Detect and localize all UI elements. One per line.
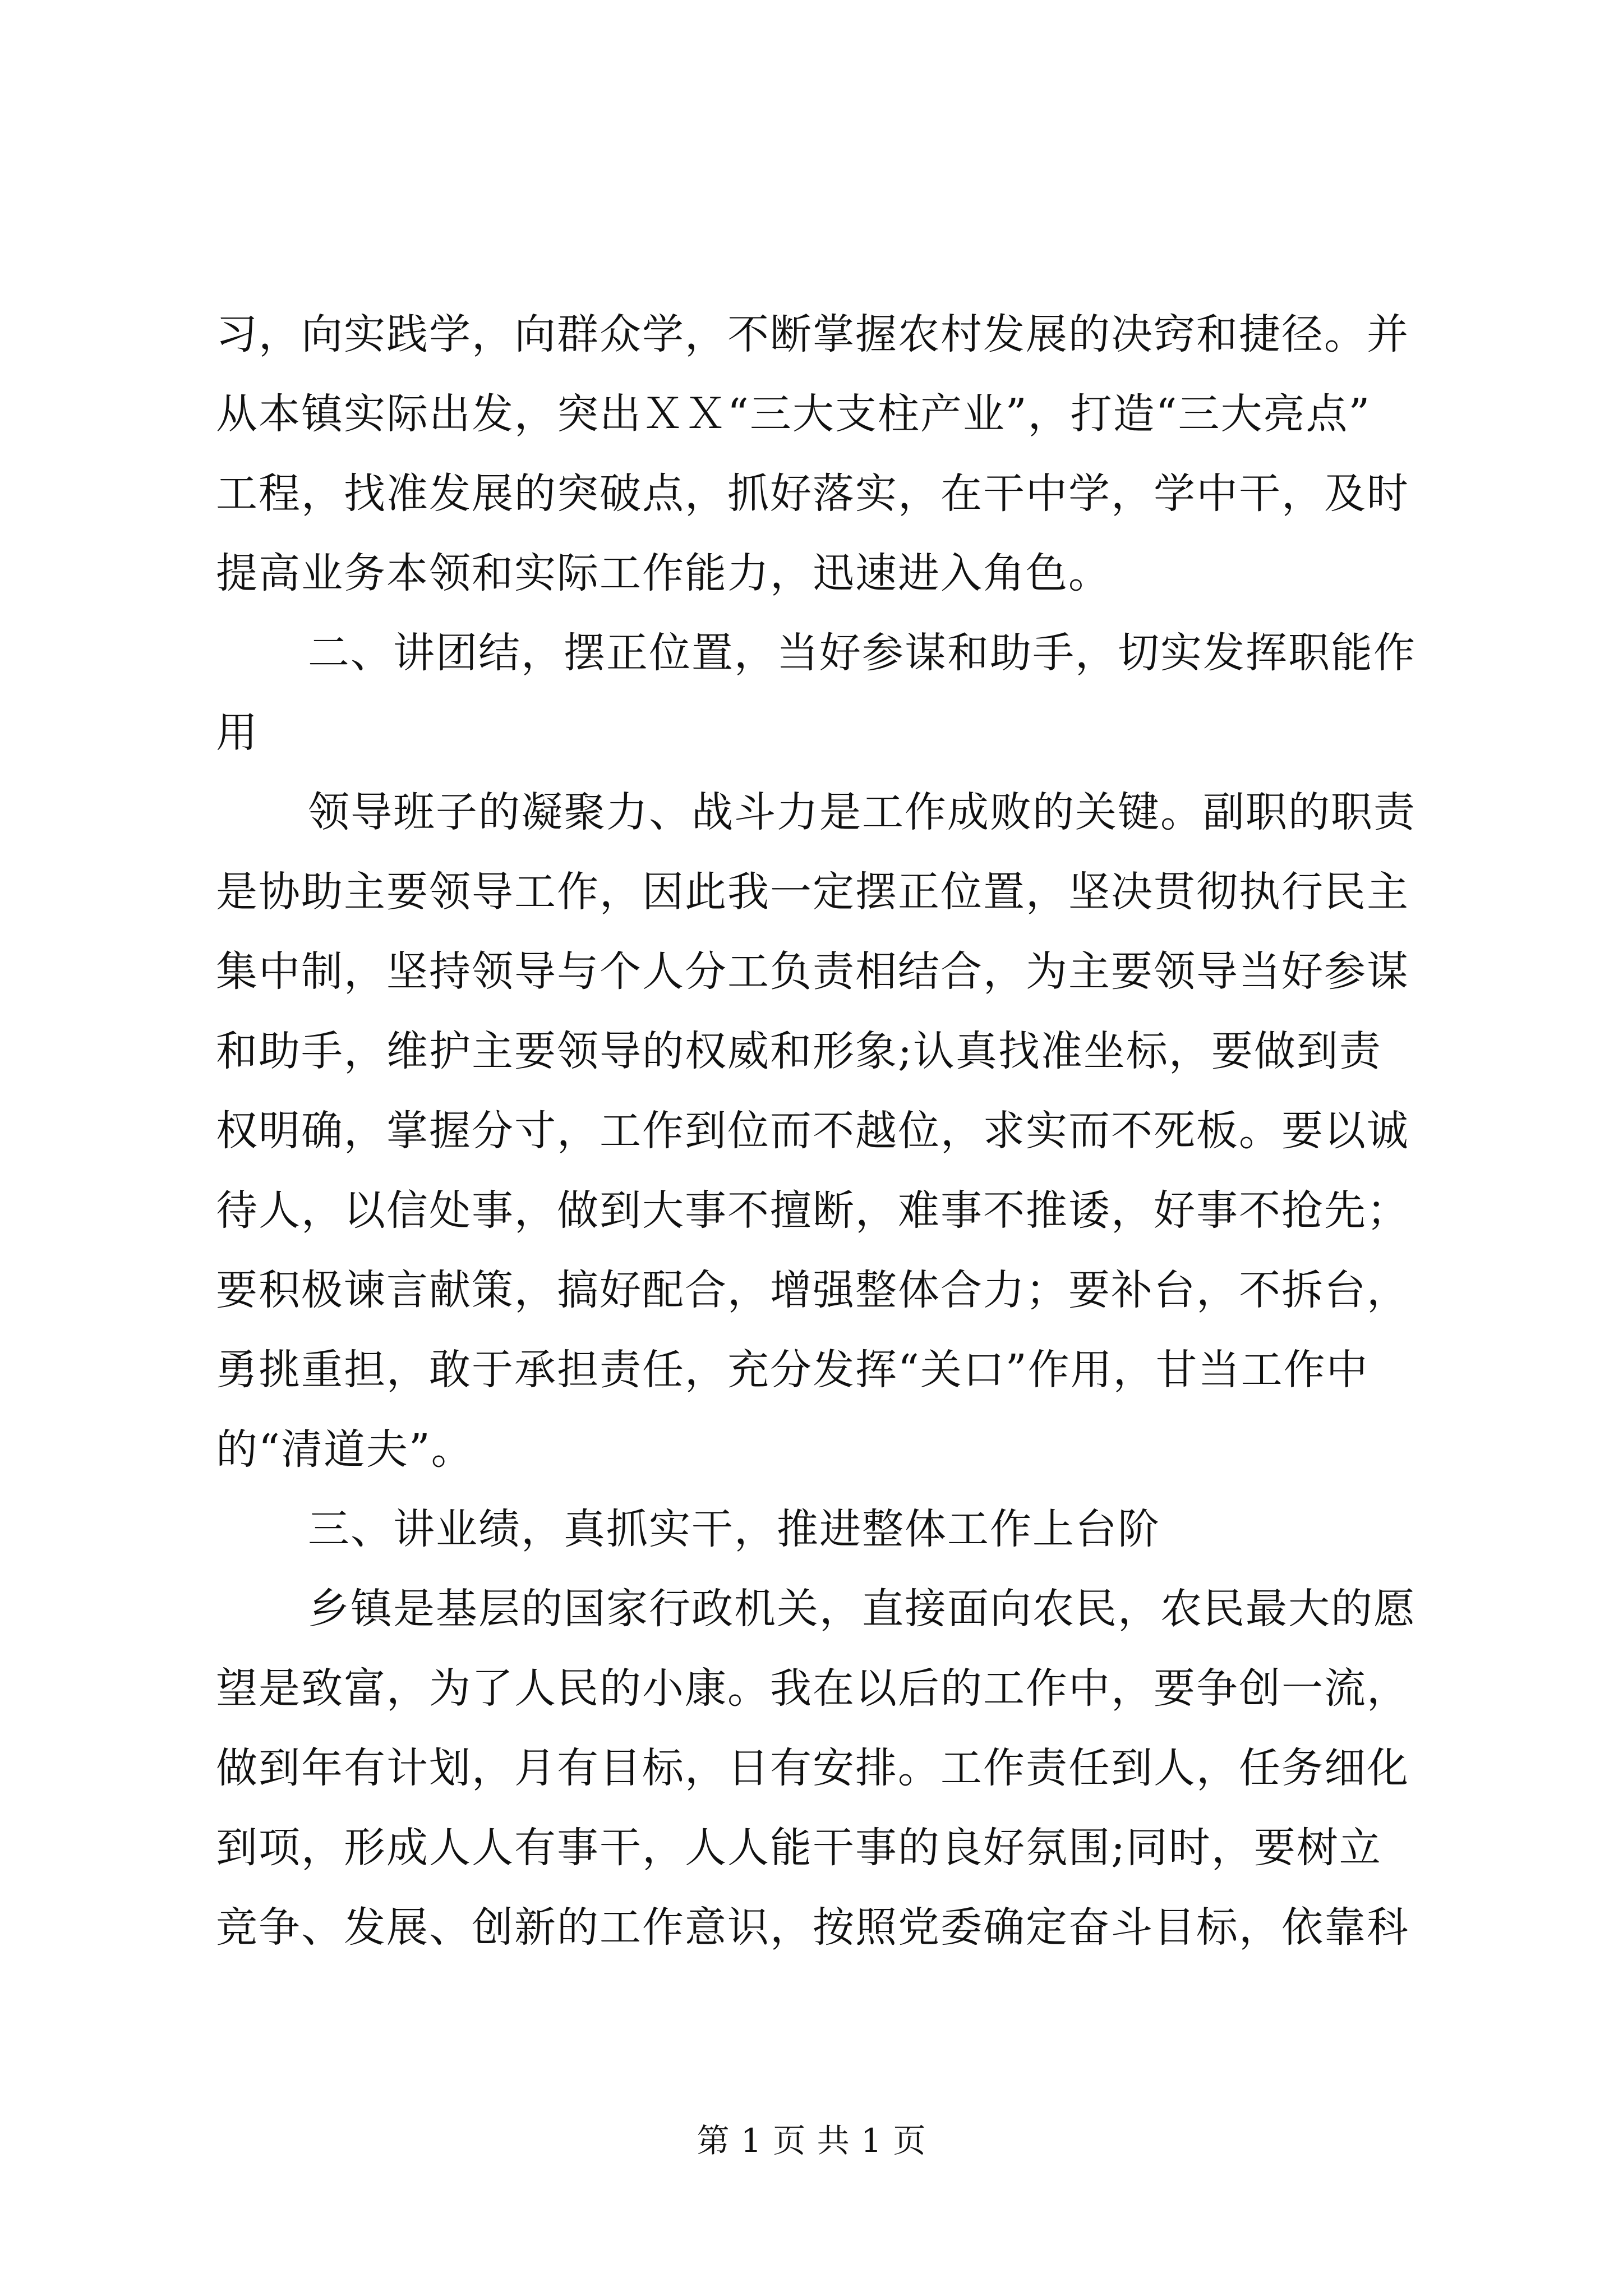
text-line: 习，向实践学，向群众学，不断掌握农村发展的决窍和捷径。并	[216, 310, 1409, 358]
section-heading-continuation: 用	[216, 708, 259, 757]
page-number-footer: 第 1 页 共 1 页	[697, 2122, 926, 2160]
text-line: 望是致富，为了人民的小康。我在以后的工作中，要争创一流，	[216, 1664, 1409, 1713]
text-line: 和助手，维护主要领导的权威和形象;认真找准坐标，要做到责	[216, 1027, 1382, 1075]
section-heading: 三、讲业绩，真抓实干，推进整体工作上台阶	[308, 1505, 1160, 1553]
text-line: 提高业务本领和实际工作能力，迅速进入角色。	[216, 549, 1111, 597]
text-line: 集中制，坚持领导与个人分工负责相结合，为主要领导当好参谋	[216, 947, 1409, 996]
text-line: 工程，找准发展的突破点，抓好落实，在干中学，学中干，及时	[216, 470, 1409, 518]
text-line: 到项，形成人人有事干，人人能干事的良好氛围;同时，要树立	[216, 1824, 1382, 1872]
text-line: 要积极谏言献策，搞好配合，增强整体合力；要补台，不拆台，	[216, 1266, 1409, 1314]
text-line: 待人，以信处事，做到大事不擅断，难事不推诿，好事不抢先；	[216, 1186, 1409, 1235]
section-heading: 二、讲团结，摆正位置，当好参谋和助手，切实发挥职能作	[308, 629, 1416, 677]
text-line: 勇挑重担，敢于承担责任，充分发挥“关口”作用，甘当工作中	[216, 1346, 1369, 1394]
text-line: 的“清道夫”。	[216, 1425, 474, 1474]
text-line: 做到年有计划，月有目标，日有安排。工作责任到人，任务细化	[216, 1744, 1409, 1792]
text-line: 权明确，掌握分寸，工作到位而不越位，求实而不死板。要以诚	[216, 1107, 1409, 1155]
text-line: 从本镇实际出发，突出ＸＸ“三大支柱产业”，打造“三大亮点”	[216, 390, 1371, 438]
paragraph-first-line: 领导班子的凝聚力、战斗力是工作成败的关键。副职的职责	[308, 788, 1416, 836]
text-line: 是协助主要领导工作，因此我一定摆正位置，坚决贯彻执行民主	[216, 868, 1409, 916]
document-body	[216, 295, 1427, 1967]
text-line: 竞争、发展、创新的工作意识，按照党委确定奋斗目标，依靠科	[216, 1903, 1409, 1952]
paragraph-first-line: 乡镇是基层的国家行政机关，直接面向农民，农民最大的愿	[308, 1585, 1416, 1633]
